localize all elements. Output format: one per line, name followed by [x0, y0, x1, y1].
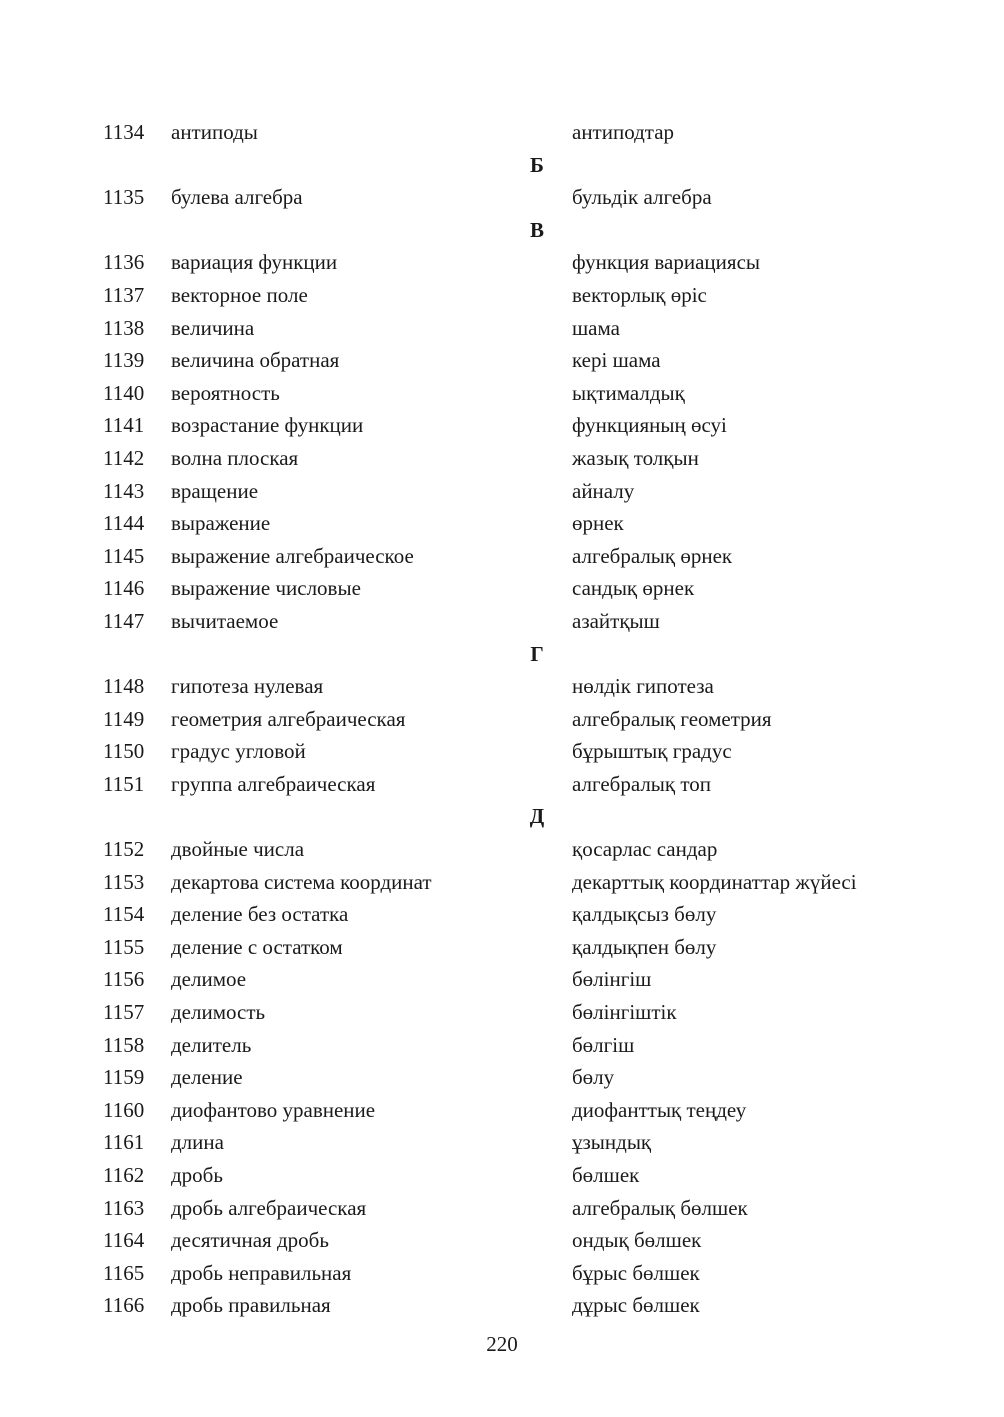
entry-number: 1148 — [103, 674, 145, 699]
entry-number: 1141 — [103, 413, 145, 438]
russian-term: выражение алгебраическое — [171, 543, 414, 568]
page-number: 220 — [486, 1332, 518, 1356]
kazakh-term: бөлшек — [572, 1163, 640, 1187]
entry-number: 1152 — [103, 837, 145, 862]
russian-term: величина обратная — [171, 348, 340, 373]
entry-number: 1145 — [103, 543, 145, 568]
kazakh-term: қосарлас сандар — [572, 837, 718, 862]
kazakh-term: бұрыс бөлшек — [572, 1260, 700, 1285]
russian-term: вероятность — [171, 380, 280, 405]
russian-term: вычитаемое — [171, 608, 279, 633]
section-letter: Б — [530, 152, 544, 177]
russian-term: делимость — [171, 1000, 266, 1025]
russian-term: дробь правильная — [171, 1293, 331, 1318]
kazakh-term: бөлінгіштік — [572, 1000, 677, 1025]
kazakh-term: алгебралық топ — [572, 771, 712, 796]
glossary-entry — [0, 409, 1004, 442]
glossary-entry — [0, 931, 1004, 964]
glossary-entry — [0, 768, 1004, 801]
entry-number: 1156 — [103, 967, 145, 992]
russian-term: дробь алгебраическая — [171, 1195, 367, 1220]
kazakh-term: кері шама — [572, 348, 661, 373]
entry-number: 1136 — [103, 250, 145, 275]
glossary-entry — [0, 1192, 1004, 1225]
russian-term: деление с остатком — [171, 934, 343, 959]
russian-term: возрастание функции — [171, 413, 364, 438]
kazakh-term: шама — [572, 315, 620, 340]
kazakh-term: нөлдік гипотеза — [572, 674, 714, 699]
section-letter-row — [0, 800, 1004, 833]
russian-term: делитель — [171, 1032, 252, 1057]
glossary-entry — [0, 1289, 1004, 1322]
glossary-entry — [0, 377, 1004, 410]
kazakh-term: сандық өрнек — [572, 576, 695, 601]
kazakh-term: бөлгіш — [572, 1032, 635, 1057]
entry-number: 1147 — [103, 608, 145, 633]
russian-term: двойные числа — [171, 837, 305, 862]
glossary-entry — [0, 735, 1004, 768]
kazakh-term: диофанттық теңдеу — [572, 1097, 747, 1122]
glossary-entry — [0, 963, 1004, 996]
kazakh-term: бұрыштық градус — [572, 739, 732, 764]
russian-term: дробь неправильная — [171, 1260, 352, 1285]
entry-number: 1157 — [103, 1000, 145, 1025]
glossary-entry — [0, 1061, 1004, 1094]
section-letter-row — [0, 214, 1004, 247]
entry-number: 1135 — [103, 185, 145, 210]
entry-number: 1165 — [103, 1260, 145, 1285]
russian-term: геометрия алгебраическая — [171, 706, 406, 731]
entry-number: 1146 — [103, 576, 145, 601]
russian-term: величина — [171, 315, 255, 340]
kazakh-term: бульдік алгебра — [572, 185, 712, 210]
russian-term: диофантово уравнение — [171, 1097, 376, 1122]
glossary-entry — [0, 898, 1004, 931]
russian-term: выражение — [171, 511, 271, 536]
kazakh-term: бөлу — [572, 1065, 615, 1090]
entry-number: 1142 — [103, 445, 145, 470]
glossary-entry — [0, 1126, 1004, 1159]
russian-term: группа алгебраическая — [171, 771, 376, 796]
entry-number: 1166 — [103, 1293, 145, 1318]
glossary-entry — [0, 866, 1004, 899]
russian-term: дробь — [171, 1163, 223, 1187]
glossary-entry — [0, 1159, 1004, 1192]
glossary-entry — [0, 475, 1004, 508]
glossary-entry — [0, 996, 1004, 1029]
kazakh-term: қалдықсыз бөлу — [572, 902, 717, 927]
kazakh-term: функция вариациясы — [572, 250, 760, 275]
entry-number: 1153 — [103, 869, 145, 894]
glossary-entry — [0, 344, 1004, 377]
glossary-entry — [0, 246, 1004, 279]
russian-term: десятичная дробь — [171, 1228, 329, 1253]
glossary-entry — [0, 605, 1004, 638]
glossary-entry — [0, 312, 1004, 345]
entry-number: 1144 — [103, 511, 145, 536]
russian-term: длина — [171, 1130, 224, 1155]
glossary-entry — [0, 1224, 1004, 1257]
entry-number: 1140 — [103, 380, 145, 405]
russian-term: булева алгебра — [171, 185, 303, 210]
section-letter: Д — [529, 804, 545, 829]
entry-number: 1155 — [103, 934, 145, 959]
glossary-entry — [0, 1029, 1004, 1062]
russian-term: градус угловой — [171, 739, 306, 764]
entry-number: 1163 — [103, 1195, 145, 1220]
kazakh-term: антиподтар — [572, 120, 675, 144]
kazakh-term: қалдықпен бөлу — [572, 934, 717, 959]
glossary-entry — [0, 670, 1004, 703]
entry-number: 1137 — [103, 282, 145, 307]
kazakh-term: өрнек — [572, 511, 624, 536]
entry-number: 1134 — [103, 120, 145, 144]
russian-term: декартова система координат — [171, 869, 432, 894]
kazakh-term: айналу — [572, 478, 635, 503]
kazakh-term: бөлінгіш — [572, 967, 652, 992]
russian-term: вращение — [171, 478, 259, 503]
glossary-entry — [0, 442, 1004, 475]
kazakh-term: векторлық өріс — [572, 282, 707, 307]
glossary-entry — [0, 1257, 1004, 1290]
glossary-entry — [0, 1094, 1004, 1127]
entry-number: 1151 — [103, 771, 145, 796]
glossary-entry — [0, 833, 1004, 866]
kazakh-term: ұзындық — [572, 1130, 652, 1155]
entry-number: 1160 — [103, 1097, 145, 1122]
russian-term: деление без остатка — [171, 902, 349, 927]
entry-number: 1154 — [103, 902, 145, 927]
russian-term: деление — [171, 1065, 243, 1090]
glossary-entry — [0, 703, 1004, 736]
entry-number: 1149 — [103, 706, 145, 731]
glossary-entry — [0, 540, 1004, 573]
russian-term: волна плоская — [171, 445, 299, 470]
entry-number: 1159 — [103, 1065, 145, 1090]
glossary-entry — [0, 116, 1004, 149]
kazakh-term: дұрыс бөлшек — [572, 1293, 700, 1318]
kazakh-term: ықтималдық — [572, 380, 685, 405]
kazakh-term: алгебралық өрнек — [572, 543, 733, 568]
glossary-entry — [0, 181, 1004, 214]
entry-number: 1164 — [103, 1228, 145, 1253]
entry-number: 1138 — [103, 315, 145, 340]
glossary-entry — [0, 572, 1004, 605]
russian-term: делимое — [171, 967, 247, 992]
glossary-entry — [0, 507, 1004, 540]
russian-term: векторное поле — [171, 282, 308, 307]
section-letter-row — [0, 638, 1004, 671]
glossary-entry — [0, 279, 1004, 312]
russian-term: вариация функции — [171, 250, 338, 275]
section-letter-row — [0, 149, 1004, 182]
glossary-list — [0, 116, 1004, 1322]
kazakh-term: функцияның өсуі — [572, 413, 727, 438]
russian-term: гипотеза нулевая — [171, 674, 324, 699]
kazakh-term: азайтқыш — [572, 608, 660, 633]
russian-term: антиподы — [171, 120, 258, 144]
kazakh-term: ондық бөлшек — [572, 1228, 702, 1253]
kazakh-term: алгебралық бөлшек — [572, 1195, 748, 1220]
entry-number: 1143 — [103, 478, 145, 503]
russian-term: выражение числовые — [171, 576, 361, 601]
entry-number: 1162 — [103, 1163, 145, 1187]
kazakh-term: декарттық координаттар жүйесі — [572, 869, 857, 894]
section-letter: Г — [530, 641, 544, 666]
kazakh-term: алгебралық геометрия — [572, 706, 772, 731]
entry-number: 1139 — [103, 348, 145, 373]
section-letter: В — [529, 217, 544, 242]
kazakh-term: жазық толқын — [572, 445, 699, 470]
entry-number: 1150 — [103, 739, 145, 764]
entry-number: 1161 — [103, 1130, 145, 1155]
entry-number: 1158 — [103, 1032, 145, 1057]
